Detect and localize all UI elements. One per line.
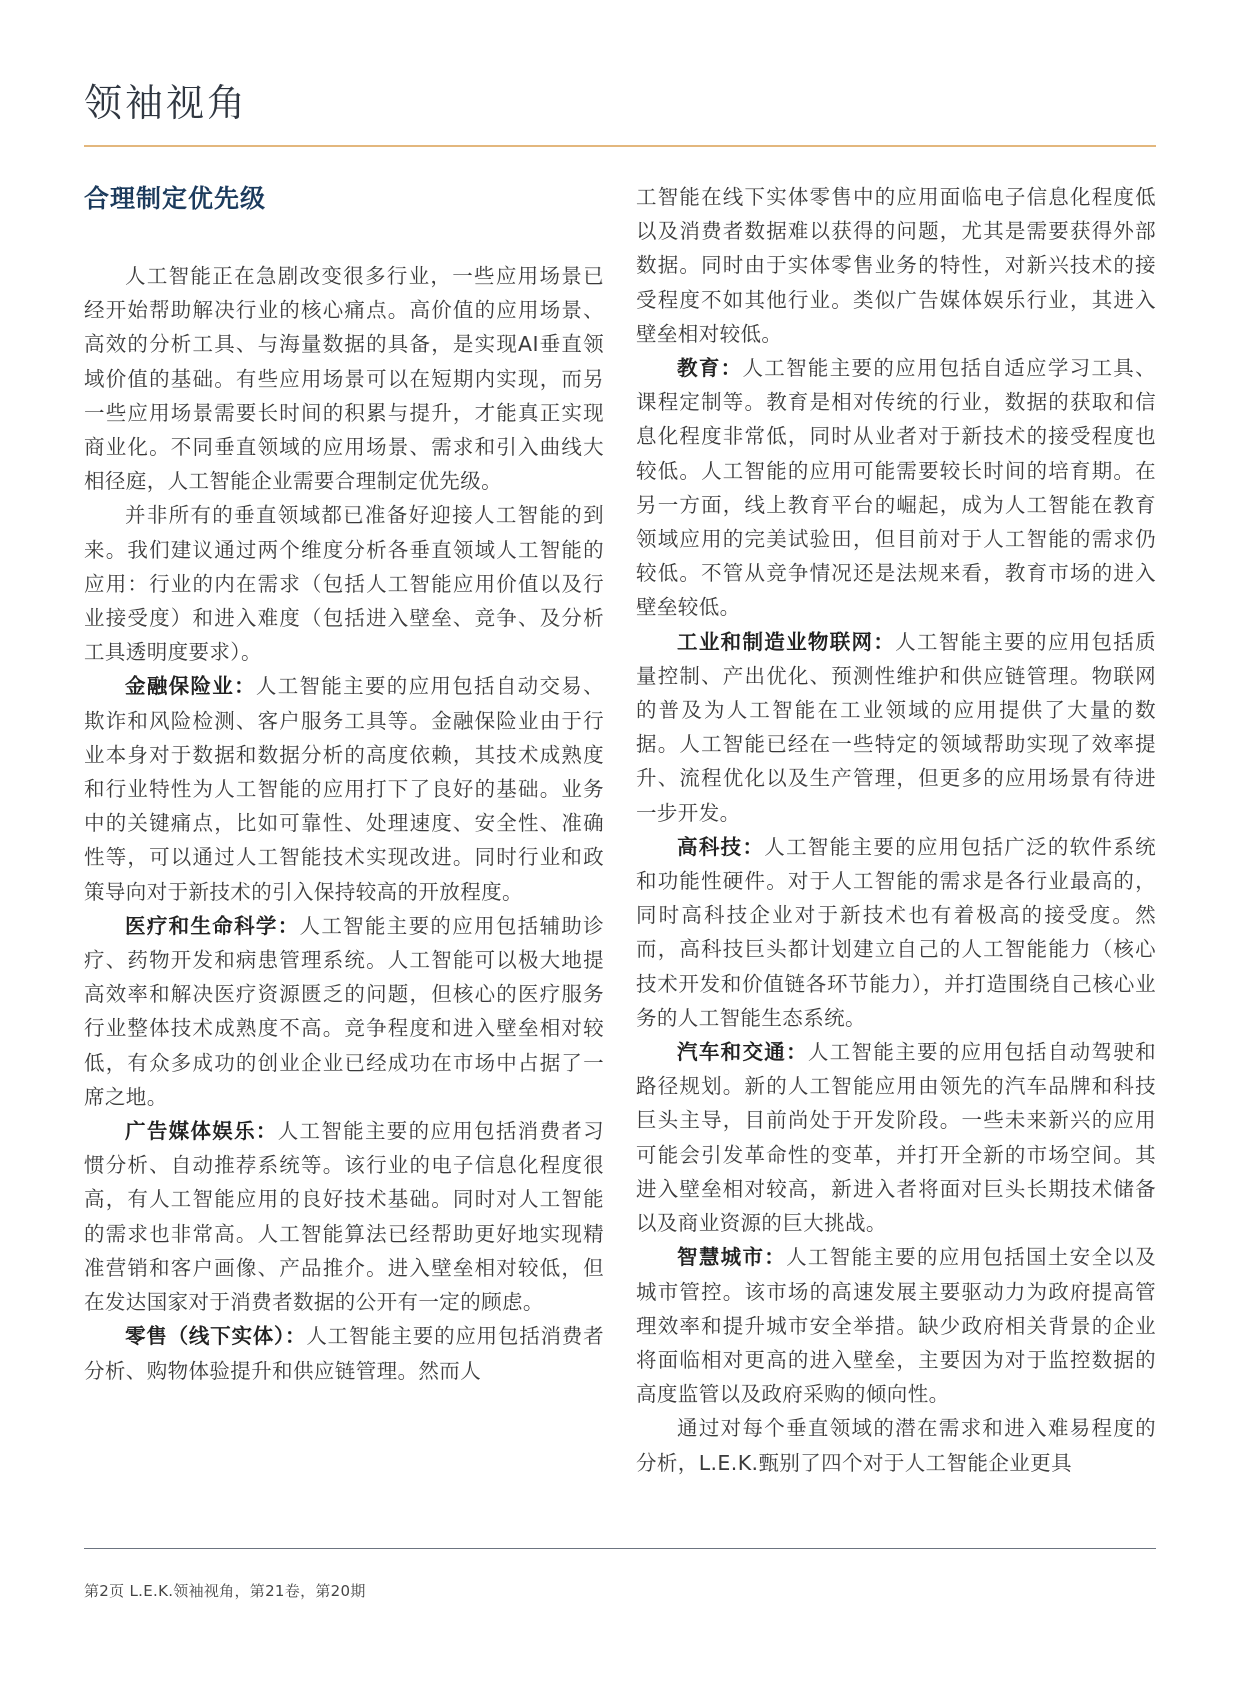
finance-paragraph <box>84 669 604 908</box>
closing-paragraph: 通过对每个垂直领域的潜在需求和进入难易程度的分析，L.E.K.甄别了四个对于人工智能企业更具 <box>636 1416 1156 1475</box>
page-masthead: 领袖视角 <box>84 81 249 125</box>
hightech-term: 高科技： <box>677 834 765 859</box>
industrial-iot-paragraph <box>636 625 1156 830</box>
hightech-paragraph <box>636 830 1156 1035</box>
education-text: 人工智能主要的应用包括自适应学习工具、课程定制等。教育是相对传统的行业，数据的获取和信息化程度非常低，同时从业者对于新技术的接受程度也较低。人工智能的应用可能需要较长时间的培育期。在另一方面，线上教育平台的崛起，成为人工智能在教育领域应用的完美试验田，但目前对于人工智能的需求仍较低。不管从竞争情况还是法规来看，教育市场的进入壁垒较低。 <box>636 356 1156 620</box>
media-text: 人工智能主要的应用包括消费者习惯分析、自动推荐系统等。该行业的电子信息化程度很高，有人工智能应用的良好技术基础。同时对人工智能的需求也非常高。人工智能算法已经帮助更好地实现精准营销和客户画像、产品推介。进入壁垒相对较低，但在发达国家对于消费者数据的公开有一定的顾虑。 <box>84 1119 604 1315</box>
smart-city-paragraph <box>636 1240 1156 1411</box>
industrial-iot-term: 工业和制造业物联网： <box>677 629 896 654</box>
auto-text: 人工智能主要的应用包括自动驾驶和路径规划。新的人工智能应用由领先的汽车品牌和科技巨头主导，目前尚处于开发阶段。一些未来新兴的应用可能会引发革命性的变革，并打开全新的市场空间。其进入壁垒相对较高，新进入者将面对巨头长期技术储备以及商业资源的巨大挑战。 <box>636 1040 1156 1236</box>
smart-city-text: 人工智能主要的应用包括国土安全以及城市管控。该市场的高速发展主要驱动力为政府提高管理效率和提升城市安全举措。缺少政府相关背景的企业将面临相对更高的进入壁垒，主要因为对于监控数据的高度监管以及政府采购的倾向性。 <box>636 1245 1156 1407</box>
media-paragraph <box>84 1114 604 1319</box>
education-term: 教育： <box>677 356 743 381</box>
section-heading: 合理制定优先级 <box>84 184 267 213</box>
healthcare-text: 人工智能主要的应用包括辅助诊疗、药物开发和病患管理系统。人工智能可以极大地提高效率和解决医疗资源匮乏的问题，但核心的医疗服务行业整体技术成熟度不高。竞争程度和进入壁垒相对较低，有众多成功的创业企业已经成功在市场中占据了一席之地。 <box>84 913 604 1109</box>
left-column <box>84 176 604 1388</box>
dimensions-paragraph: 并非所有的垂直领域都已准备好迎接人工智能的到来。我们建议通过两个维度分析各垂直领域人工智能的应用：行业的内在需求（包括人工智能应用价值以及行业接受度）和进入难度（包括进入壁垒、竞争、及分析工具透明度要求）。 <box>84 503 604 665</box>
retail-paragraph <box>84 1319 604 1387</box>
smart-city-term: 智慧城市： <box>677 1245 787 1270</box>
intro-paragraph: 人工智能正在急剧改变很多行业，一些应用场景已经开始帮助解决行业的核心痛点。高价值的应用场景、高效的分析工具、与海量数据的具备，是实现AI垂直领域价值的基础。有些应用场景可以在短期内实现，而另一些应用场景需要长时间的积累与提升，才能真正实现商业化。不同垂直领域的应用场景、需求和引入曲线大相径庭，人工智能企业需要合理制定优先级。 <box>84 264 604 494</box>
header-divider <box>84 145 1156 147</box>
page-footer: 第2页 L.E.K.领袖视角，第21卷，第20期 <box>84 1582 366 1600</box>
right-column <box>636 180 1156 1480</box>
industrial-iot-text: 人工智能主要的应用包括质量控制、产出优化、预测性维护和供应链管理。物联网的普及为人工智能在工业领域的应用提供了大量的数据。人工智能已经在一些特定的领域帮助实现了效率提升、流程优化以及生产管理，但更多的应用场景有待进一步开发。 <box>636 629 1156 825</box>
education-paragraph <box>636 351 1156 625</box>
auto-paragraph <box>636 1035 1156 1240</box>
healthcare-term: 医疗和生命科学： <box>125 913 300 938</box>
footer-divider <box>84 1548 1156 1549</box>
healthcare-paragraph <box>84 909 604 1114</box>
media-term: 广告媒体娱乐： <box>125 1119 278 1144</box>
hightech-text: 人工智能主要的应用包括广泛的软件系统和功能性硬件。对于人工智能的需求是各行业最高的，同时高科技企业对于新技术也有着极高的接受度。然而，高科技巨头都计划建立自己的人工智能能力（核心技术开发和价值链各环节能力），并打造围绕自己核心业务的人工智能生态系统。 <box>636 834 1156 1030</box>
auto-term: 汽车和交通： <box>677 1040 808 1065</box>
retail-continued-paragraph: 工智能在线下实体零售中的应用面临电子信息化程度低以及消费者数据难以获得的问题，尤其是需要获得外部数据。同时由于实体零售业务的特性，对新兴技术的接受程度不如其他行业。类似广告媒体娱乐行业，其进入壁垒相对较低。 <box>636 185 1156 346</box>
retail-text: 人工智能主要的应用包括消费者分析、购物体验提升和供应链管理。然而人 <box>84 1324 604 1383</box>
finance-term: 金融保险业： <box>125 674 256 699</box>
finance-text: 人工智能主要的应用包括自动交易、欺诈和风险检测、客户服务工具等。金融保险业由于行业本身对于数据和数据分析的高度依赖，其技术成熟度和行业特性为人工智能的应用打下了良好的基础。业务中的关键痛点，比如可靠性、处理速度、安全性、准确性等，可以通过人工智能技术实现改进。同时行业和政策导向对于新技术的引入保持较高的开放程度。 <box>84 674 604 904</box>
retail-term: 零售（线下实体）： <box>125 1324 307 1349</box>
